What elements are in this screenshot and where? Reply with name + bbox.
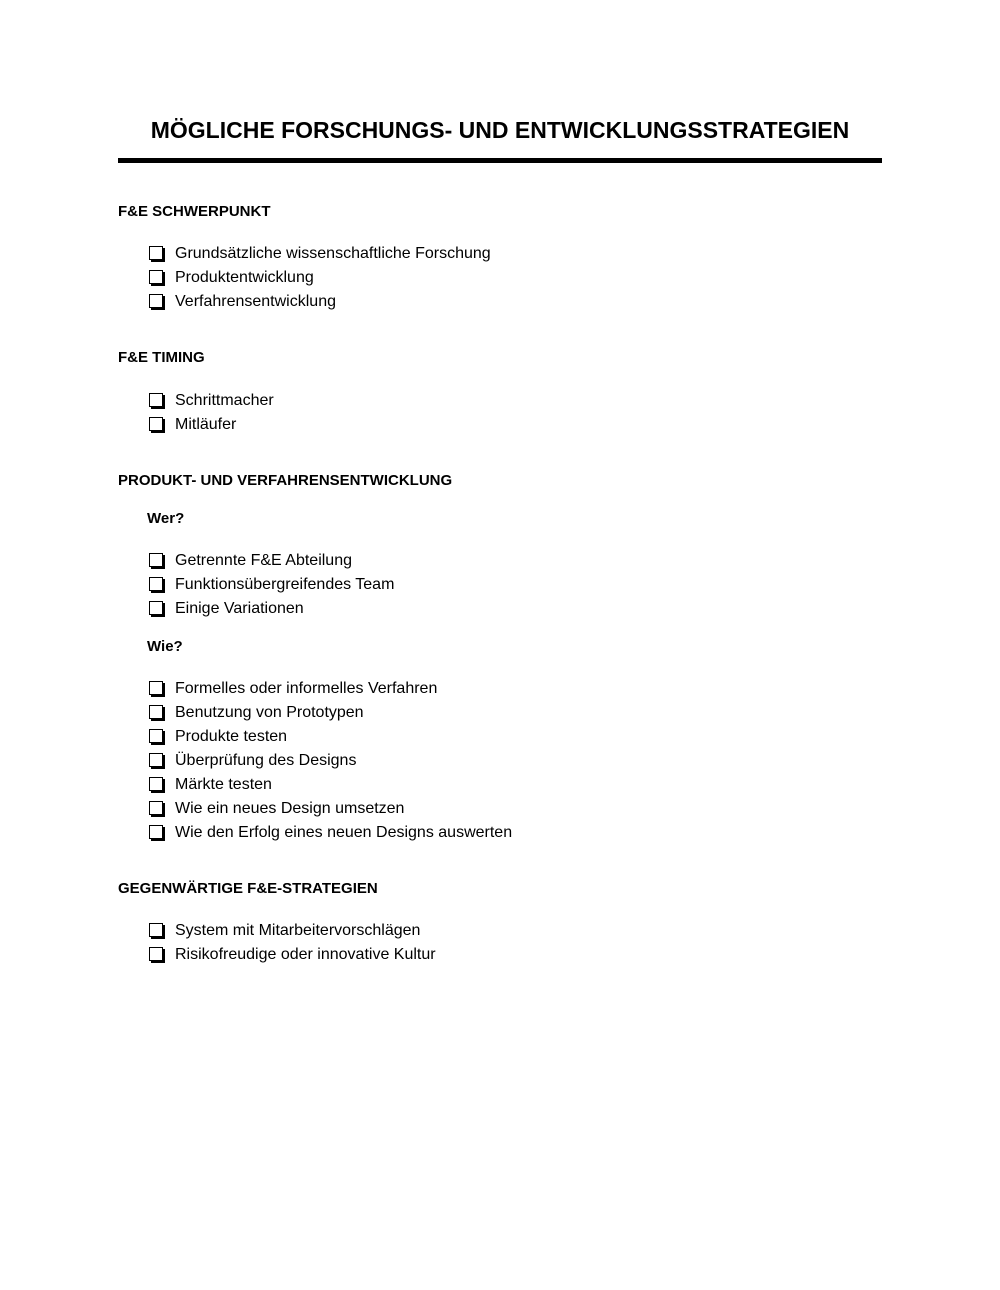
subsection-heading-wer: Wer?	[147, 510, 185, 527]
checklist-item[interactable]	[149, 598, 304, 620]
checkbox-icon[interactable]	[149, 923, 163, 937]
checklist-item-label: Märkte testen	[175, 776, 272, 793]
section-heading-produkt-verfahren: PRODUKT- UND VERFAHRENSENTWICKLUNG	[118, 472, 453, 489]
checklist-item[interactable]	[149, 798, 404, 820]
checklist-item[interactable]	[149, 944, 436, 966]
checkbox-icon[interactable]	[149, 246, 163, 260]
checklist-item[interactable]	[149, 550, 352, 572]
checklist-item-label: Benutzung von Prototypen	[175, 704, 364, 721]
checklist-item[interactable]	[149, 750, 356, 772]
checklist-item-label: Einige Variationen	[175, 600, 304, 617]
checkbox-icon[interactable]	[149, 553, 163, 567]
checklist-item[interactable]	[149, 267, 314, 289]
checkbox-icon[interactable]	[149, 801, 163, 815]
checklist-item-label: Produkte testen	[175, 728, 288, 745]
subsection-heading-wie: Wie?	[147, 638, 183, 655]
checkbox-icon[interactable]	[149, 294, 163, 308]
checklist-item[interactable]	[149, 243, 491, 265]
checklist-item[interactable]	[149, 774, 272, 796]
checklist-item-label: Wie den Erfolg eines neuen Designs auswerten	[175, 824, 513, 841]
checklist-item[interactable]	[149, 291, 336, 313]
checklist-item[interactable]	[149, 702, 364, 724]
checkbox-icon[interactable]	[149, 947, 163, 961]
checklist-item-label: Formelles oder informelles Verfahren	[175, 680, 438, 697]
checklist-item-label: Wie ein neues Design umsetzen	[175, 800, 405, 817]
checklist-item[interactable]	[149, 822, 512, 844]
section-heading-gegenwaertige-strategien: GEGENWÄRTIGE F&E-STRATEGIEN	[118, 880, 378, 897]
checklist-item-label: Produktentwicklung	[175, 269, 314, 286]
checklist-item[interactable]	[149, 920, 420, 942]
checkbox-icon[interactable]	[149, 601, 163, 615]
checklist-item-label: Schrittmacher	[175, 392, 274, 409]
checklist-item-label: Grundsätzliche wissenschaftliche Forschung	[175, 245, 491, 262]
checklist-item[interactable]	[149, 678, 437, 700]
checkbox-icon[interactable]	[149, 729, 163, 743]
section-heading-schwerpunkt: F&E SCHWERPUNKT	[118, 203, 271, 220]
checkbox-icon[interactable]	[149, 825, 163, 839]
checkbox-icon[interactable]	[149, 753, 163, 767]
checkbox-icon[interactable]	[149, 681, 163, 695]
checklist-item[interactable]	[149, 574, 394, 596]
document-title: MÖGLICHE FORSCHUNGS- UND ENTWICKLUNGSSTRATEGIEN	[150, 117, 850, 143]
checkbox-icon[interactable]	[149, 417, 163, 431]
checklist-item[interactable]	[149, 390, 274, 412]
checkbox-icon[interactable]	[149, 577, 163, 591]
checklist-item[interactable]	[149, 414, 236, 436]
checkbox-icon[interactable]	[149, 393, 163, 407]
checklist-item-label: Risikofreudige oder innovative Kultur	[175, 946, 436, 963]
checklist-item-label: Mitläufer	[175, 416, 237, 433]
checklist-item-label: Überprüfung des Designs	[175, 752, 357, 769]
checklist-item-label: System mit Mitarbeitervorschlägen	[175, 922, 421, 939]
checklist-item[interactable]	[149, 726, 287, 748]
checkbox-icon[interactable]	[149, 705, 163, 719]
section-heading-timing: F&E TIMING	[118, 349, 205, 366]
checkbox-icon[interactable]	[149, 270, 163, 284]
title-divider	[118, 158, 882, 163]
checklist-item-label: Funktionsübergreifendes Team	[175, 576, 395, 593]
checklist-item-label: Getrennte F&E Abteilung	[175, 552, 352, 569]
checklist-item-label: Verfahrensentwicklung	[175, 293, 336, 310]
checkbox-icon[interactable]	[149, 777, 163, 791]
